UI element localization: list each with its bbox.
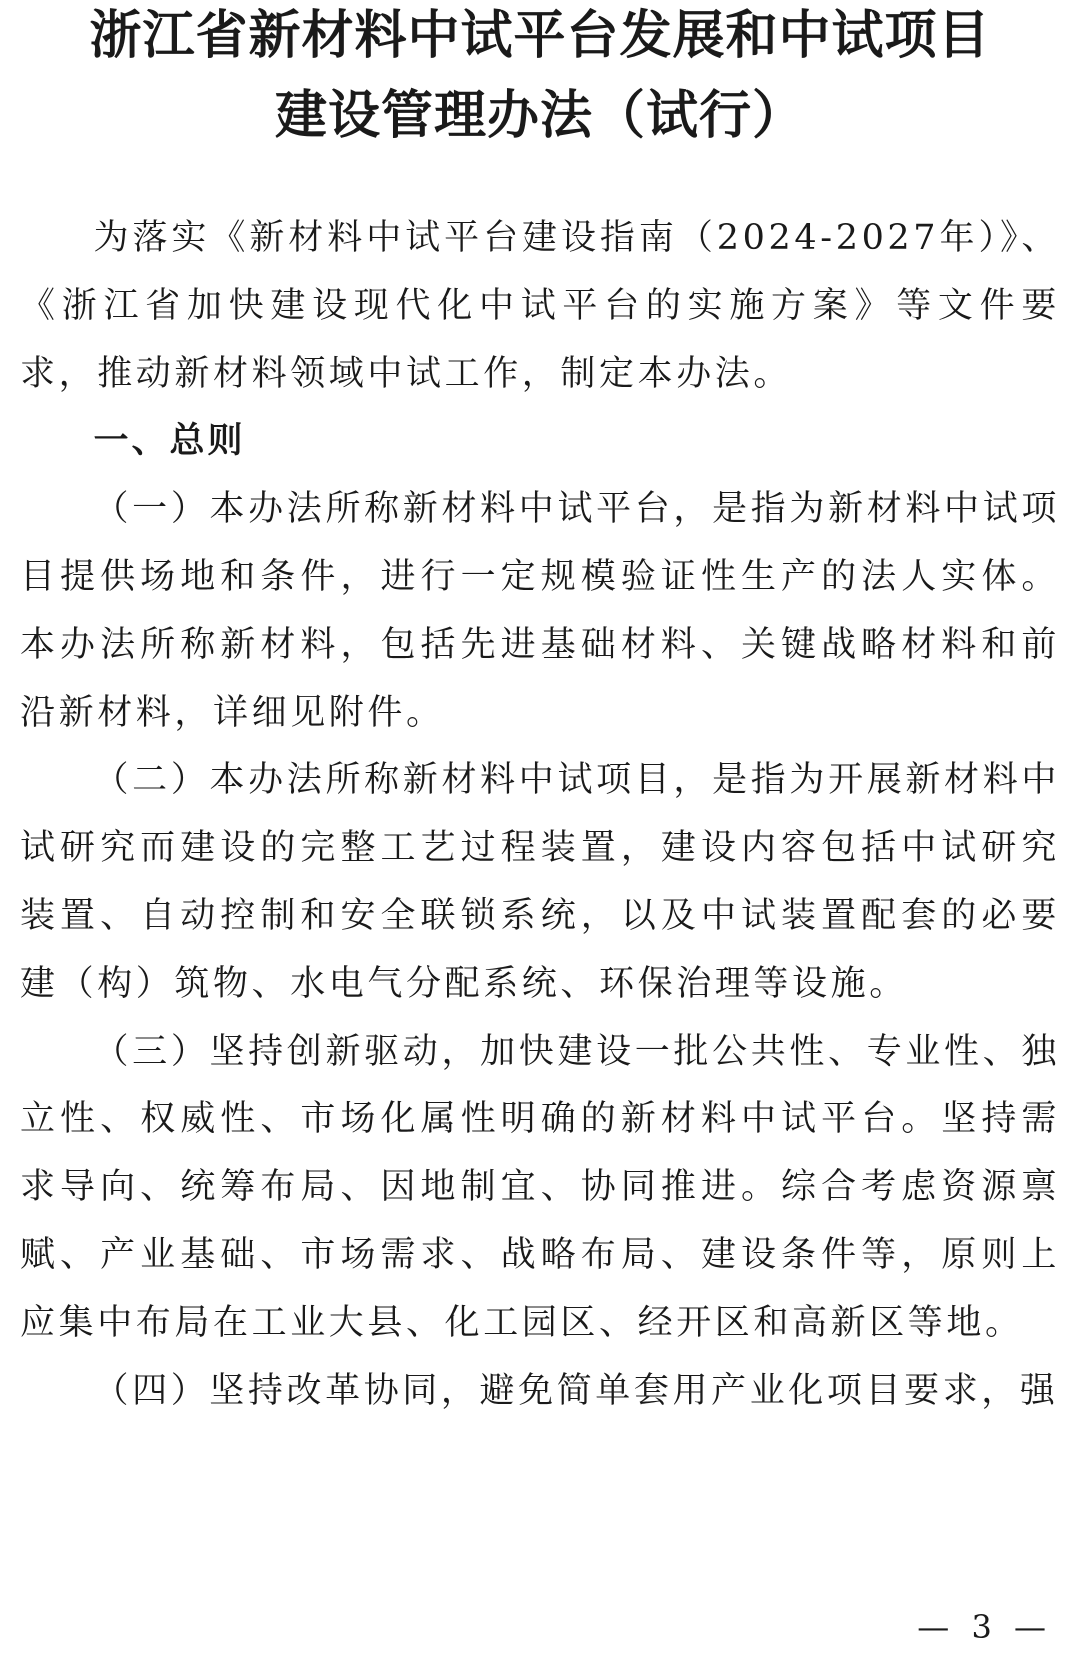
article-1-paragraph: （一）本办法所称新材料中试平台，是指为新材料中试项目提供场地和条件，进行一定规模验证性生产的法人实体。本办法所称新材料，包括先进基础材料、关键战略材料和前沿新材料，详细见附件。 bbox=[20, 489, 1060, 733]
document-body bbox=[20, 205, 1060, 1425]
article-3-paragraph: （三）坚持创新驱动，加快建设一批公共性、专业性、独立性、权威性、市场化属性明确的新材料中试平台。坚持需求导向、统筹布局、因地制宜、协同推进。综合考虑资源禀赋、产业基础、市场需求、战略布局、建设条件等，原则上应集中布局在工业大县、化工园区、经开区和高新区等地。 bbox=[20, 1031, 1060, 1343]
title-line-1: 浙江省新材料中试平台发展和中试项目 bbox=[89, 5, 991, 66]
article-2-paragraph: （二）本办法所称新材料中试项目，是指为开展新材料中试研究而建设的完整工艺过程装置，建设内容包括中试研究装置、自动控制和安全联锁系统，以及中试装置配套的必要建（构）筑物、水电气分配系统、环保治理等设施。 bbox=[20, 760, 1060, 1004]
section-heading-general: 一、总则 bbox=[93, 421, 246, 462]
article-4-paragraph: （四）坚持改革协同，避免简单套用产业化项目要求，强 bbox=[93, 1370, 1059, 1411]
document-title bbox=[0, 0, 1080, 156]
intro-paragraph: 为落实《新材料中试平台建设指南（2024-2027年）》、《浙江省加快建设现代化中试平台的实施方案》等文件要求，推动新材料领域中试工作，制定本办法。 bbox=[20, 218, 1060, 394]
title-line-2: 建设管理办法（试行） bbox=[274, 85, 805, 146]
page-number: — 3 — bbox=[917, 1608, 1052, 1646]
